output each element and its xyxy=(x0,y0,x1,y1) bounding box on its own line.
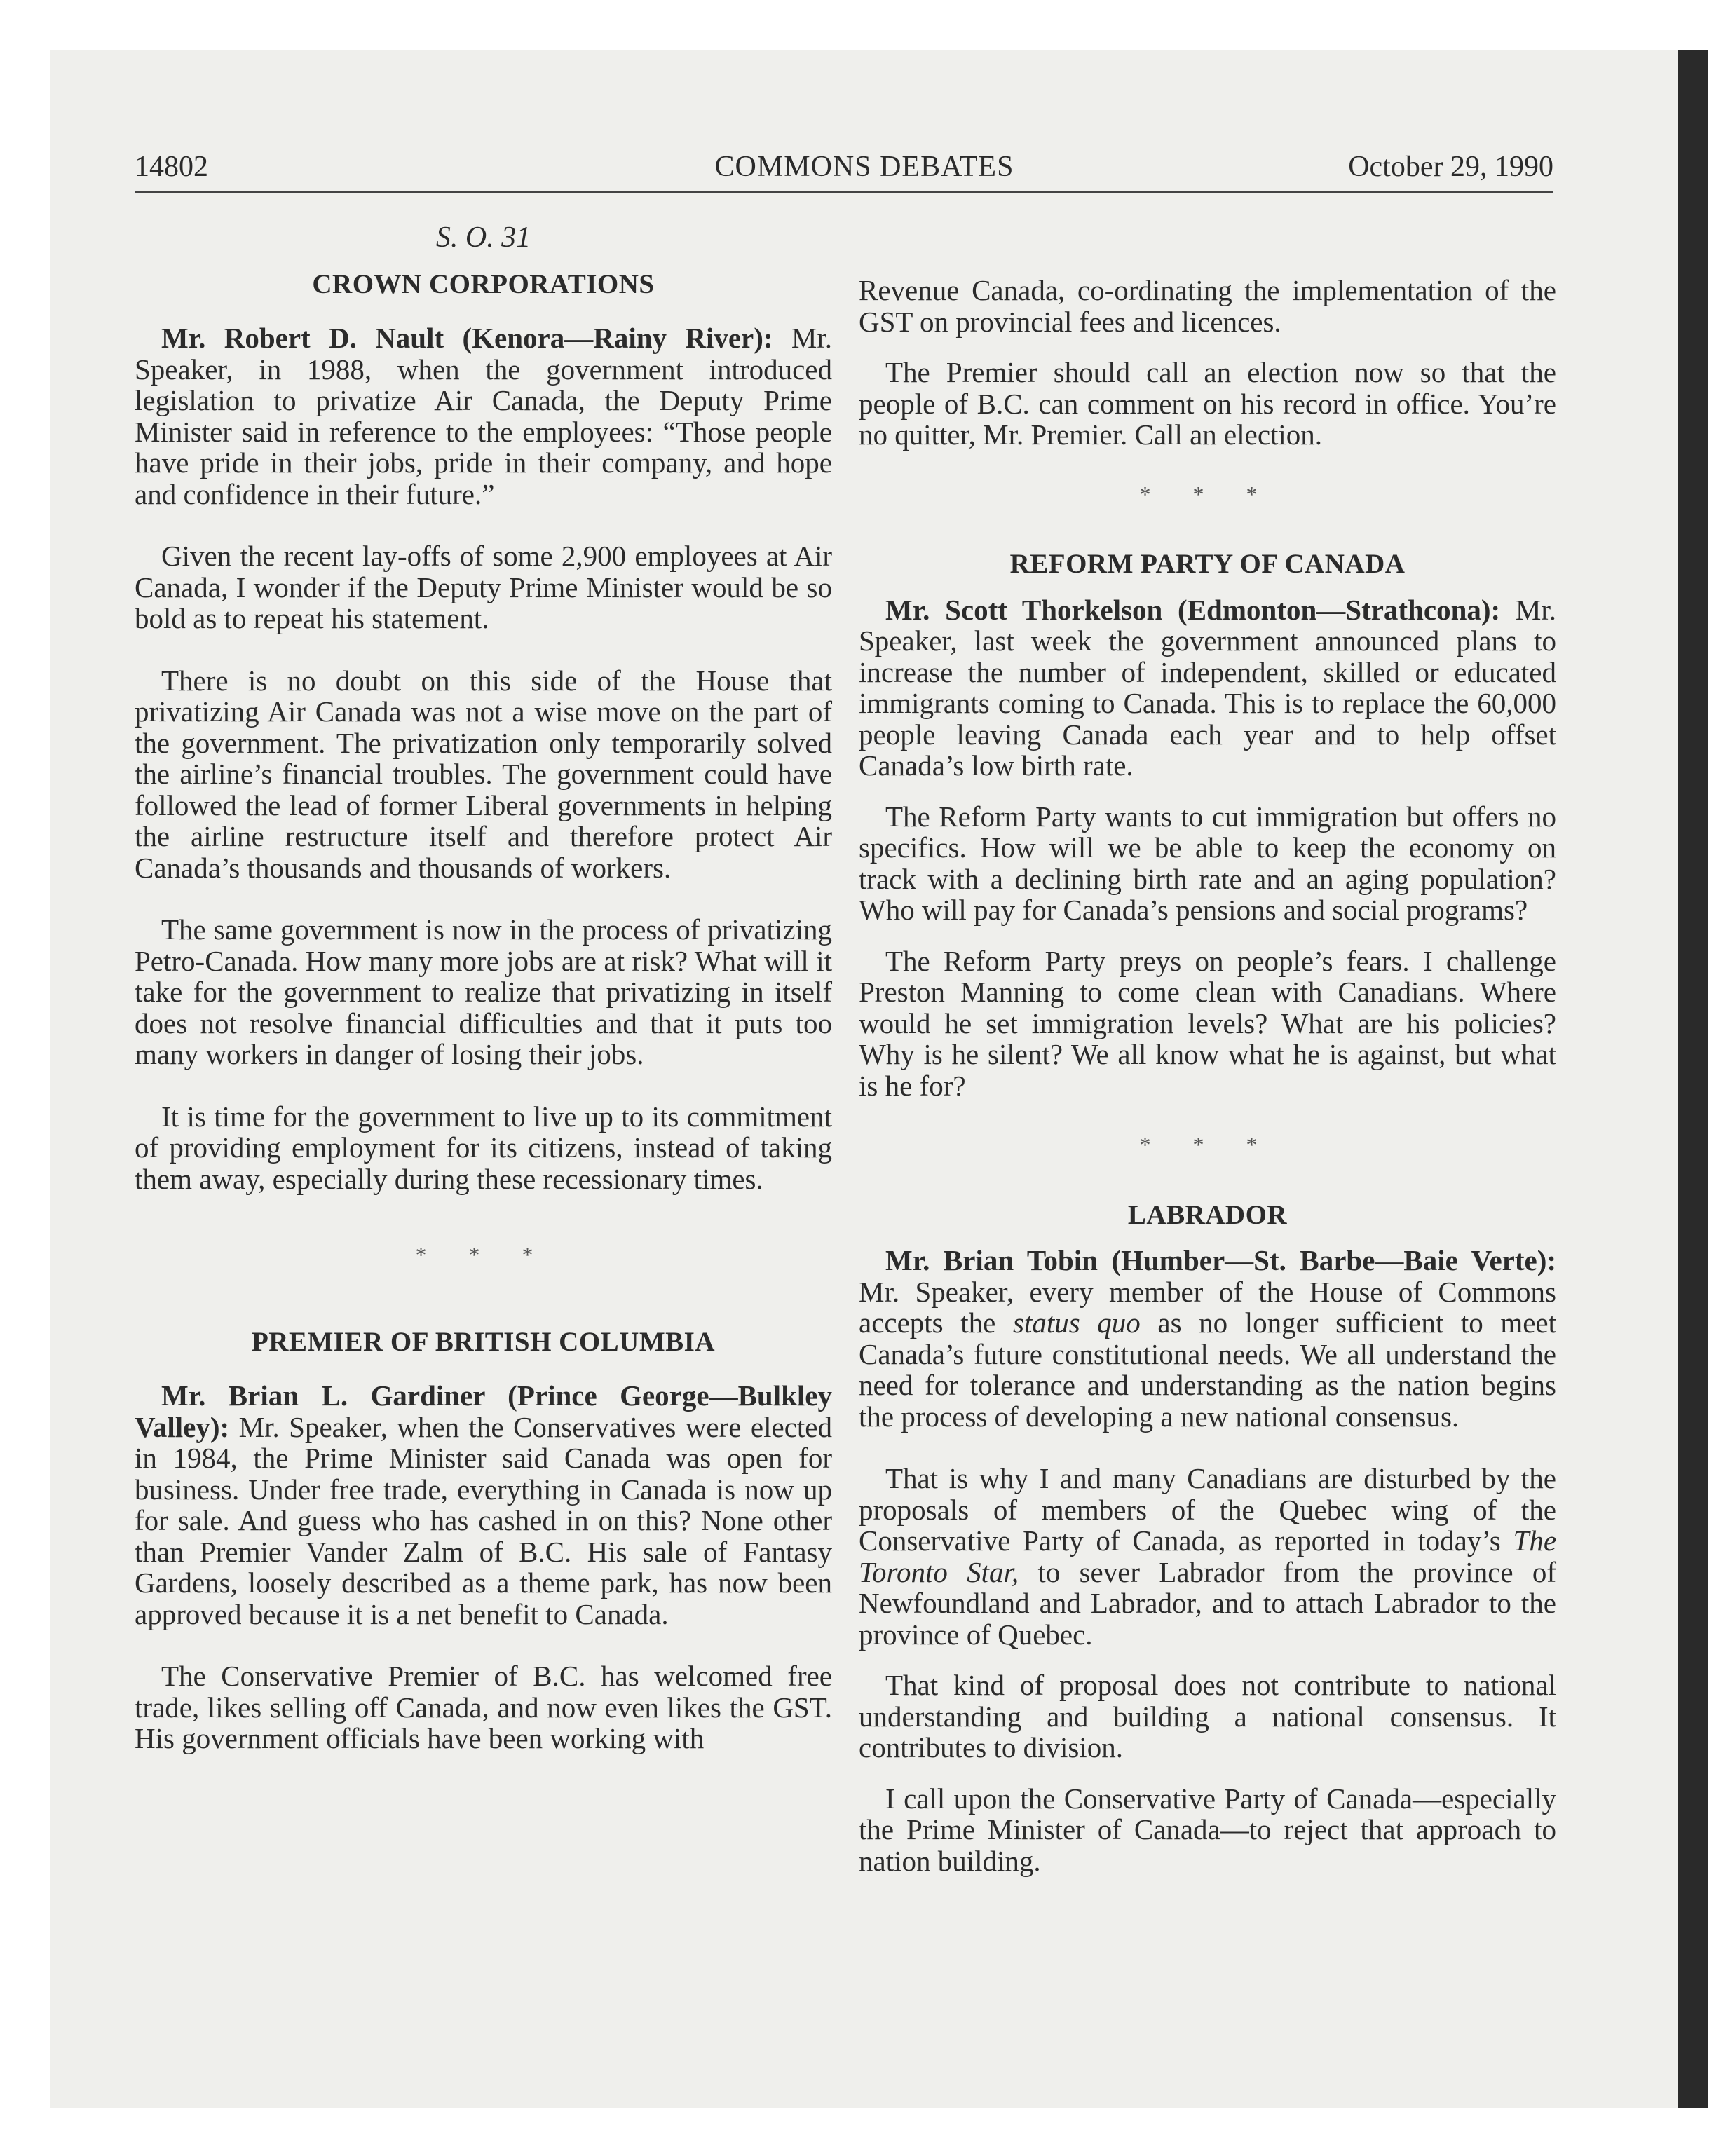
speaker-name: Mr. Brian L. Gardiner (Prince George—Bulkley Valley): xyxy=(135,1379,832,1443)
right-column xyxy=(859,275,1556,1876)
left-column xyxy=(135,222,832,1754)
paragraph: Mr. Robert D. Nault (Kenora—Rainy River): Mr. Speaker, in 1988, when the government introduced legislation to privatize Air Canada, the Deputy Prime Minister said in reference to the employees: “Those people have pride in their jobs, pride in their company, and hope and confidence in their future.” xyxy=(135,322,833,510)
paragraph-continued: Revenue Canada, co-ordinating the implementation of the GST on provincial fees and licences. xyxy=(859,274,1556,338)
paragraph: That is why I and many Canadians are disturbed by the proposals of members of the Quebec wing of the Conservative Party of Canada, as reported in today’s The Toronto Star, to sever Labrador from the province of Newfoundland and Labrador, and to attach Labrador to the province of Quebec. xyxy=(859,1462,1557,1651)
paragraph: The Reform Party wants to cut immigration but offers no specifics. How will we be able to keep the economy on track with a declining birth rate and an aging population? Who will pay for Canada’s pensions and social programs? xyxy=(859,800,1556,926)
paragraph: Given the recent lay-offs of some 2,900 employees at Air Canada, I wonder if the Deputy Prime Minister would be so bold as to repeat his statement. xyxy=(135,540,832,634)
scan-edge-bar xyxy=(1678,50,1708,2108)
standing-order-reference: S. O. 31 xyxy=(435,221,531,254)
section-heading-premier-of-british-columbia: PREMIER OF BRITISH COLUMBIA xyxy=(251,1326,716,1357)
page-date: October 29, 1990 xyxy=(1348,151,1553,183)
paragraph: I call upon the Conservative Party of Canada—especially the Prime Minister of Canada—to reject that approach to nation building. xyxy=(859,1782,1556,1877)
paragraph: The Reform Party preys on people’s fears. I challenge Preston Manning to come clean with Canadians. Where would he set immigration levels? What are his policies? Why is he silent? We all know what he is against, but what is he for? xyxy=(859,944,1556,1102)
speaker-name: Mr. Brian Tobin (Humber—St. Barbe—Baie Verte): xyxy=(885,1244,1556,1276)
section-separator: * * * xyxy=(1139,481,1276,507)
paragraph: Mr. Scott Thorkelson (Edmonton—Strathcona): Mr. Speaker, last week the government announced plans to increase the number of independent, skilled or educated immigrants coming to Canada. This is to replace the 60,000 people leaving Canada each year and to help offset Canada’s low birth rate. xyxy=(859,593,1556,782)
paragraph: There is no doubt on this side of the House that privatizing Air Canada was not a wise move on the part of the government. The privatization only temporarily solved the airline’s financial troubles. The government could have followed the lead of former Liberal governments in helping the airline restructure itself and therefore protect Air Canada’s thousands and thousands of workers. xyxy=(135,664,832,884)
paragraph: That kind of proposal does not contribute to national understanding and building a national consensus. It contributes to division. xyxy=(859,1669,1556,1763)
paragraph: It is time for the government to live up to its commitment of providing employment for its citizens, instead of taking them away, especially during these recessionary times. xyxy=(135,1100,832,1195)
publication-title: The Toronto Star, xyxy=(859,1524,1557,1588)
page-number: 14802 xyxy=(135,151,208,183)
section-heading-labrador: LABRADOR xyxy=(1127,1199,1288,1230)
section-heading-reform-party-of-canada: REFORM PARTY OF CANADA xyxy=(1009,549,1406,579)
running-title: COMMONS DEBATES xyxy=(714,151,1014,183)
section-separator: * * * xyxy=(415,1242,552,1267)
paragraph: The Premier should call an election now so that the people of B.C. can comment on his record in office. You’re no quitter, Mr. Premier. Call an election. xyxy=(859,356,1556,451)
paragraph: Mr. Brian L. Gardiner (Prince George—Bulkley Valley): Mr. Speaker, when the Conservatives were elected in 1984, the Prime Minister said Canada was open for business. Under free trade, everything in Canada is now up for sale. And guess who has cashed in on this? None other than Premier Vander Zalm of B.C. His sale of Fantasy Gardens, loosely described as a theme park, has now been approved because it is a net benefit to Canada. xyxy=(135,1379,833,1630)
paragraph: The Conservative Premier of B.C. has welcomed free trade, likes selling off Canada, and now even likes the GST. His government officials have been working with xyxy=(135,1660,832,1754)
section-heading-crown-corporations: CROWN CORPORATIONS xyxy=(312,268,655,299)
speaker-name: Mr. Robert D. Nault (Kenora—Rainy River): xyxy=(161,322,773,354)
paragraph: Mr. Brian Tobin (Humber—St. Barbe—Baie Verte): Mr. Speaker, every member of the House of Commons accepts the status quo as no longer sufficient to meet Canada’s future constitutional needs. We all understand the need for tolerance and understanding as the nation begins the process of developing a new national consensus. xyxy=(859,1244,1557,1433)
document-page xyxy=(50,50,1678,2108)
speaker-name: Mr. Scott Thorkelson (Edmonton—Strathcona): xyxy=(885,593,1501,626)
header-rule xyxy=(135,191,1553,193)
paragraph: The same government is now in the process of privatizing Petro-Canada. How many more jobs are at risk? What will it take for the government to realize that privatizing in itself does not resolve financial difficulties and that it puts too many workers in danger of losing their jobs. xyxy=(135,913,832,1070)
section-separator: * * * xyxy=(1139,1132,1276,1157)
